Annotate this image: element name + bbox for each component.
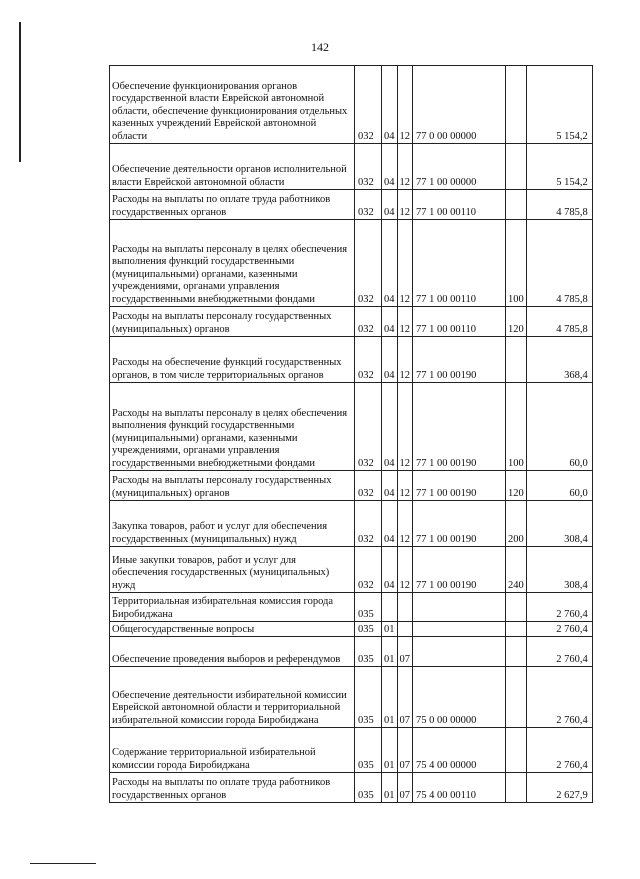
table-cell-section: 04 <box>382 501 398 547</box>
table-cell-subsection: 12 <box>397 501 413 547</box>
table-cell-admin-code: 035 <box>355 593 382 622</box>
table-cell-admin-code: 032 <box>355 307 382 337</box>
table-cell-target-article: 75 4 00 00000 <box>413 728 506 773</box>
table-cell-subsection <box>397 593 413 622</box>
footnote-rule <box>30 863 96 864</box>
table-cell-subsection: 12 <box>397 190 413 220</box>
table-cell-expense-type <box>506 622 527 637</box>
table-cell-amount: 2 760,4 <box>526 637 592 667</box>
table-cell-expense-type: 120 <box>506 307 527 337</box>
table-cell-expense-type: 120 <box>506 471 527 501</box>
table-cell-admin-code: 032 <box>355 471 382 501</box>
table-cell-name: Обеспечение функционирования органов государственной власти Еврейской автономной области, обеспечение функционирования отдельных казенных учреждений Еврейской автономной области <box>110 66 355 144</box>
table-cell-name: Расходы на выплаты по оплате труда работников государственных органов <box>110 773 355 803</box>
table-cell-admin-code: 032 <box>355 144 382 190</box>
table-cell-target-article: 77 1 00 00190 <box>413 471 506 501</box>
table-cell-admin-code: 035 <box>355 622 382 637</box>
table-cell-expense-type: 240 <box>506 547 527 593</box>
table-cell-section: 04 <box>382 547 398 593</box>
table-cell-subsection: 12 <box>397 66 413 144</box>
table-cell-admin-code: 035 <box>355 667 382 728</box>
table-cell-section: 04 <box>382 220 398 307</box>
table-cell-amount: 308,4 <box>526 501 592 547</box>
table-cell-target-article: 77 1 00 00190 <box>413 383 506 471</box>
table-cell-amount: 2 760,4 <box>526 622 592 637</box>
table-cell-name: Расходы на выплаты персоналу в целях обеспечения выполнения функций государственными (муниципальными) органами, казенными учреждениями, органами управления государственными внебюджетными фондами <box>110 220 355 307</box>
table-cell-admin-code: 035 <box>355 637 382 667</box>
table-cell-name: Территориальная избирательная комиссия города Биробиджана <box>110 593 355 622</box>
table-cell-expense-type <box>506 637 527 667</box>
table-row <box>110 637 593 667</box>
table-cell-target-article: 75 4 00 00110 <box>413 773 506 803</box>
table-cell-target-article: 77 1 00 00110 <box>413 220 506 307</box>
table-cell-section: 04 <box>382 337 398 383</box>
table-cell-admin-code: 032 <box>355 383 382 471</box>
table-row <box>110 501 593 547</box>
table-cell-name: Расходы на выплаты персоналу государственных (муниципальных) органов <box>110 471 355 501</box>
table-cell-subsection: 12 <box>397 220 413 307</box>
table-cell-subsection: 12 <box>397 547 413 593</box>
table-cell-amount: 4 785,8 <box>526 307 592 337</box>
table-cell-name: Расходы на выплаты персоналу государственных (муниципальных) органов <box>110 307 355 337</box>
table-row <box>110 337 593 383</box>
table-cell-name: Обеспечение проведения выборов и референдумов <box>110 637 355 667</box>
table-cell-name: Обеспечение деятельности органов исполнительной власти Еврейской автономной области <box>110 144 355 190</box>
table-cell-target-article: 77 1 00 00190 <box>413 547 506 593</box>
table-cell-target-article: 77 1 00 00110 <box>413 307 506 337</box>
table-row <box>110 66 593 144</box>
table-cell-target-article <box>413 637 506 667</box>
table-cell-admin-code: 032 <box>355 66 382 144</box>
table-cell-subsection: 07 <box>397 667 413 728</box>
table-cell-section: 01 <box>382 728 398 773</box>
table-cell-section: 01 <box>382 667 398 728</box>
table-row <box>110 144 593 190</box>
table-cell-name: Содержание территориальной избирательной комиссии города Биробиджана <box>110 728 355 773</box>
table-cell-name: Иные закупки товаров, работ и услуг для обеспечения государственных (муниципальных) нужд <box>110 547 355 593</box>
table-cell-subsection: 12 <box>397 144 413 190</box>
table-cell-amount: 4 785,8 <box>526 220 592 307</box>
table-cell-admin-code: 032 <box>355 547 382 593</box>
table-cell-target-article: 75 0 00 00000 <box>413 667 506 728</box>
table-cell-section: 04 <box>382 383 398 471</box>
table-cell-section: 04 <box>382 144 398 190</box>
table-cell-amount: 60,0 <box>526 471 592 501</box>
table-cell-admin-code: 032 <box>355 190 382 220</box>
table-row <box>110 773 593 803</box>
table-cell-admin-code: 032 <box>355 220 382 307</box>
table-cell-amount: 5 154,2 <box>526 144 592 190</box>
table-cell-amount: 368,4 <box>526 337 592 383</box>
table-cell-subsection: 12 <box>397 337 413 383</box>
table-cell-section: 01 <box>382 773 398 803</box>
table-row <box>110 471 593 501</box>
table-cell-amount: 4 785,8 <box>526 190 592 220</box>
budget-table <box>109 65 593 803</box>
table-body <box>110 66 593 803</box>
table-cell-subsection: 12 <box>397 307 413 337</box>
table-cell-expense-type <box>506 773 527 803</box>
table-cell-name: Расходы на выплаты персоналу в целях обеспечения выполнения функций государственными (муниципальными) органами, казенными учреждениями, органами управления государственными внебюджетными фондами <box>110 383 355 471</box>
table-cell-section: 04 <box>382 471 398 501</box>
table-cell-subsection: 12 <box>397 471 413 501</box>
table-cell-amount: 60,0 <box>526 383 592 471</box>
table-cell-expense-type <box>506 144 527 190</box>
table-cell-target-article: 77 1 00 00110 <box>413 190 506 220</box>
table-cell-subsection: 12 <box>397 383 413 471</box>
table-cell-section <box>382 593 398 622</box>
table-cell-target-article: 77 1 00 00190 <box>413 501 506 547</box>
table-row <box>110 190 593 220</box>
table-cell-amount: 2 627,9 <box>526 773 592 803</box>
table-cell-admin-code: 032 <box>355 501 382 547</box>
table-row <box>110 728 593 773</box>
table-cell-name: Закупка товаров, работ и услуг для обеспечения государственных (муниципальных) нужд <box>110 501 355 547</box>
table-cell-section: 04 <box>382 66 398 144</box>
table-cell-expense-type <box>506 190 527 220</box>
table-cell-subsection <box>397 622 413 637</box>
table-cell-expense-type <box>506 337 527 383</box>
table-cell-expense-type <box>506 593 527 622</box>
table-cell-expense-type: 200 <box>506 501 527 547</box>
table-cell-target-article <box>413 622 506 637</box>
table-cell-expense-type: 100 <box>506 220 527 307</box>
table-row <box>110 383 593 471</box>
table-cell-expense-type <box>506 66 527 144</box>
table-cell-admin-code: 035 <box>355 728 382 773</box>
table-row <box>110 547 593 593</box>
table-cell-subsection: 07 <box>397 773 413 803</box>
table-row <box>110 667 593 728</box>
table-cell-target-article: 77 0 00 00000 <box>413 66 506 144</box>
table-cell-admin-code: 032 <box>355 337 382 383</box>
table-cell-section: 01 <box>382 637 398 667</box>
table-cell-expense-type <box>506 728 527 773</box>
table-cell-section: 04 <box>382 307 398 337</box>
table-cell-amount: 2 760,4 <box>526 593 592 622</box>
table-cell-amount: 2 760,4 <box>526 728 592 773</box>
table-cell-name: Обеспечение деятельности избирательной комиссии Еврейской автономной области и территориальной избирательной комиссии города Биробиджана <box>110 667 355 728</box>
table-row <box>110 220 593 307</box>
table-cell-subsection: 07 <box>397 728 413 773</box>
table-cell-expense-type: 100 <box>506 383 527 471</box>
table-cell-admin-code: 035 <box>355 773 382 803</box>
table-cell-target-article <box>413 593 506 622</box>
table-cell-name: Общегосударственные вопросы <box>110 622 355 637</box>
table-cell-name: Расходы на выплаты по оплате труда работников государственных органов <box>110 190 355 220</box>
table-cell-name: Расходы на обеспечение функций государственных органов, в том числе территориальных органов <box>110 337 355 383</box>
table-cell-target-article: 77 1 00 00000 <box>413 144 506 190</box>
table-cell-expense-type <box>506 667 527 728</box>
table-cell-section: 04 <box>382 190 398 220</box>
table-row <box>110 593 593 622</box>
table-cell-section: 01 <box>382 622 398 637</box>
table-cell-amount: 308,4 <box>526 547 592 593</box>
table-row <box>110 622 593 637</box>
table-cell-amount: 5 154,2 <box>526 66 592 144</box>
table-cell-subsection: 07 <box>397 637 413 667</box>
table-row <box>110 307 593 337</box>
page-number: 142 <box>311 40 329 54</box>
table-cell-target-article: 77 1 00 00190 <box>413 337 506 383</box>
table-cell-amount: 2 760,4 <box>526 667 592 728</box>
